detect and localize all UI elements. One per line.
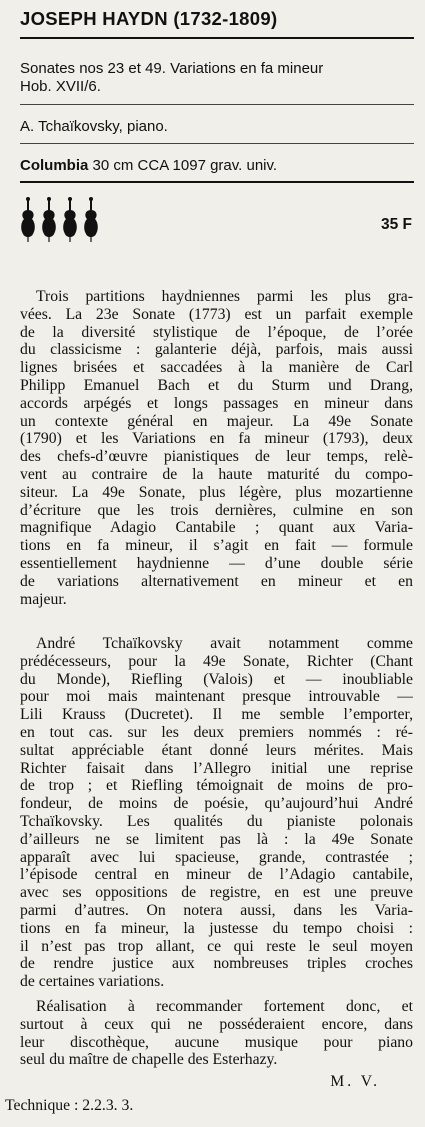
review-line: de rendre justice aux nombreuses triples croches xyxy=(20,955,413,973)
violin-icon xyxy=(84,197,98,242)
label-rule xyxy=(20,181,414,183)
review-line: sultat appréciable étant donné leurs mérites. Mais xyxy=(20,741,413,759)
performer: A. Tchaïkovsky, piano. xyxy=(20,118,168,135)
review-line: Réalisation à recommander fortement donc, et xyxy=(36,998,413,1015)
record-label-details: 30 cm CCA 1097 grav. univ. xyxy=(92,157,278,174)
record-label-name: Columbia xyxy=(20,157,89,174)
review-line: parmi d’autres. On notera aussi, dans les Varia- xyxy=(20,901,413,919)
price: 35 F xyxy=(380,216,412,233)
review-line: d’ailleurs ne se limitent pas là : la 49e Sonate xyxy=(20,830,413,848)
review-line: de variations alternativement en mineur et en xyxy=(20,572,413,590)
review-line: de la diversité stylistique de l’époque, de l’orée xyxy=(20,323,413,341)
review-line: lignes brisées et saccadées à la manière de Carl xyxy=(20,359,413,377)
review-line: prédécesseurs, pour la 49e Sonate, Richter (Chant xyxy=(20,652,413,670)
review-line: du classicisme : galanterie déjà, parfois, mais aussi xyxy=(20,341,413,359)
review-line: de certaines variations. xyxy=(20,973,165,991)
performer-rule xyxy=(20,143,414,144)
page-title: JOSEPH HAYDN (1732-1809) xyxy=(20,8,278,29)
violin-icon xyxy=(42,197,56,242)
review-paragraph-2 xyxy=(20,635,413,991)
review-line: André Tchaïkovsky avait notamment comme xyxy=(36,635,413,652)
review-line: avec ses oppositions de registre, en est une preuve xyxy=(20,884,413,902)
review-paragraph-1 xyxy=(20,288,413,608)
violin-icon xyxy=(63,197,77,242)
review-line: du Monde), Riefling (Valois) et — inoubliable xyxy=(20,670,413,688)
review-line: seul du maître de chapelle des Esterhazy. xyxy=(20,1051,278,1069)
review-line: essentiellement haydnienne — d’une double série xyxy=(20,554,413,572)
review-line: un contexte général en majeur. La 49e Sonate xyxy=(20,412,413,430)
work-rule xyxy=(20,104,414,105)
review-line: en tout cas. sur les deux premiers nommés : ré- xyxy=(20,723,413,741)
review-line: Lili Krauss (Ducretet). Il me semble l’emporter, xyxy=(20,706,413,724)
review-line: siteur. La 49e Sonate, plus légère, plus mozartienne xyxy=(20,483,413,501)
review-line: majeur. xyxy=(20,590,67,608)
review-line: pour moi mais maintenant presque introuvable — xyxy=(20,688,413,706)
review-line: tions en fa mineur, la justesse du tempo choisi : xyxy=(20,919,413,937)
review-line: vent au contraire de la haute maturité du compo- xyxy=(20,465,413,483)
review-line: des chefs-d’œuvre pianistiques de leur temps, relè- xyxy=(20,448,413,466)
review-line: apparaît avec lui spacieuse, grande, contrastée ; xyxy=(20,848,413,866)
review-line: Richter faisait dans l’Allegro initial une reprise xyxy=(20,759,413,777)
review-line: leur discothèque, aucune musique pour piano xyxy=(20,1033,413,1051)
review-line: magnifique Adagio Cantabile ; quant aux Varia- xyxy=(20,519,413,537)
review-line: l’épisode central en mineur de l’Adagio cantabile, xyxy=(20,866,413,884)
technique-rating: Technique : 2.2.3. 3. xyxy=(5,1097,134,1114)
rating-violins xyxy=(18,196,102,244)
review-line: tions en fa mineur, il s’agit en fait — formule xyxy=(20,537,413,555)
violin-icon xyxy=(21,197,35,242)
review-line: d’écriture que les trois dernières, culmine en son xyxy=(20,501,413,519)
review-line: (1790) et les Variations en fa mineur (1793), deux xyxy=(20,430,413,448)
review-line: il n’est pas trop allant, ce qui reste le seul moyen xyxy=(20,937,413,955)
title-rule xyxy=(20,37,414,39)
work-line-2: Hob. XVII/6. xyxy=(20,78,101,95)
author-signature: M. V. xyxy=(330,1073,380,1090)
review-paragraph-3 xyxy=(20,998,413,1069)
review-line: Tchaïkovsky. Les qualités du pianiste polonais xyxy=(20,812,413,830)
review-line: de trop ; et Riefling témoignait de moins de pro- xyxy=(20,777,413,795)
review-line: surtout à ceux qui ne posséderaient encore, dans xyxy=(20,1015,413,1033)
review-line: Philipp Emanuel Bach et du Sturm und Drang, xyxy=(20,376,413,394)
review-line: Trois partitions haydniennes parmi les plus gra- xyxy=(36,288,413,305)
review-line: accords arpégés et longs passages en mineur dans xyxy=(20,394,413,412)
work-line-1: Sonates nos 23 et 49. Variations en fa mineur xyxy=(20,60,324,77)
review-line: fondeur, de moins de poésie, qu’aujourd’hui André xyxy=(20,795,413,813)
review-line: vées. La 23e Sonate (1773) est un parfait exemple xyxy=(20,305,413,323)
work-title xyxy=(20,60,323,96)
record-label-line xyxy=(20,157,277,175)
